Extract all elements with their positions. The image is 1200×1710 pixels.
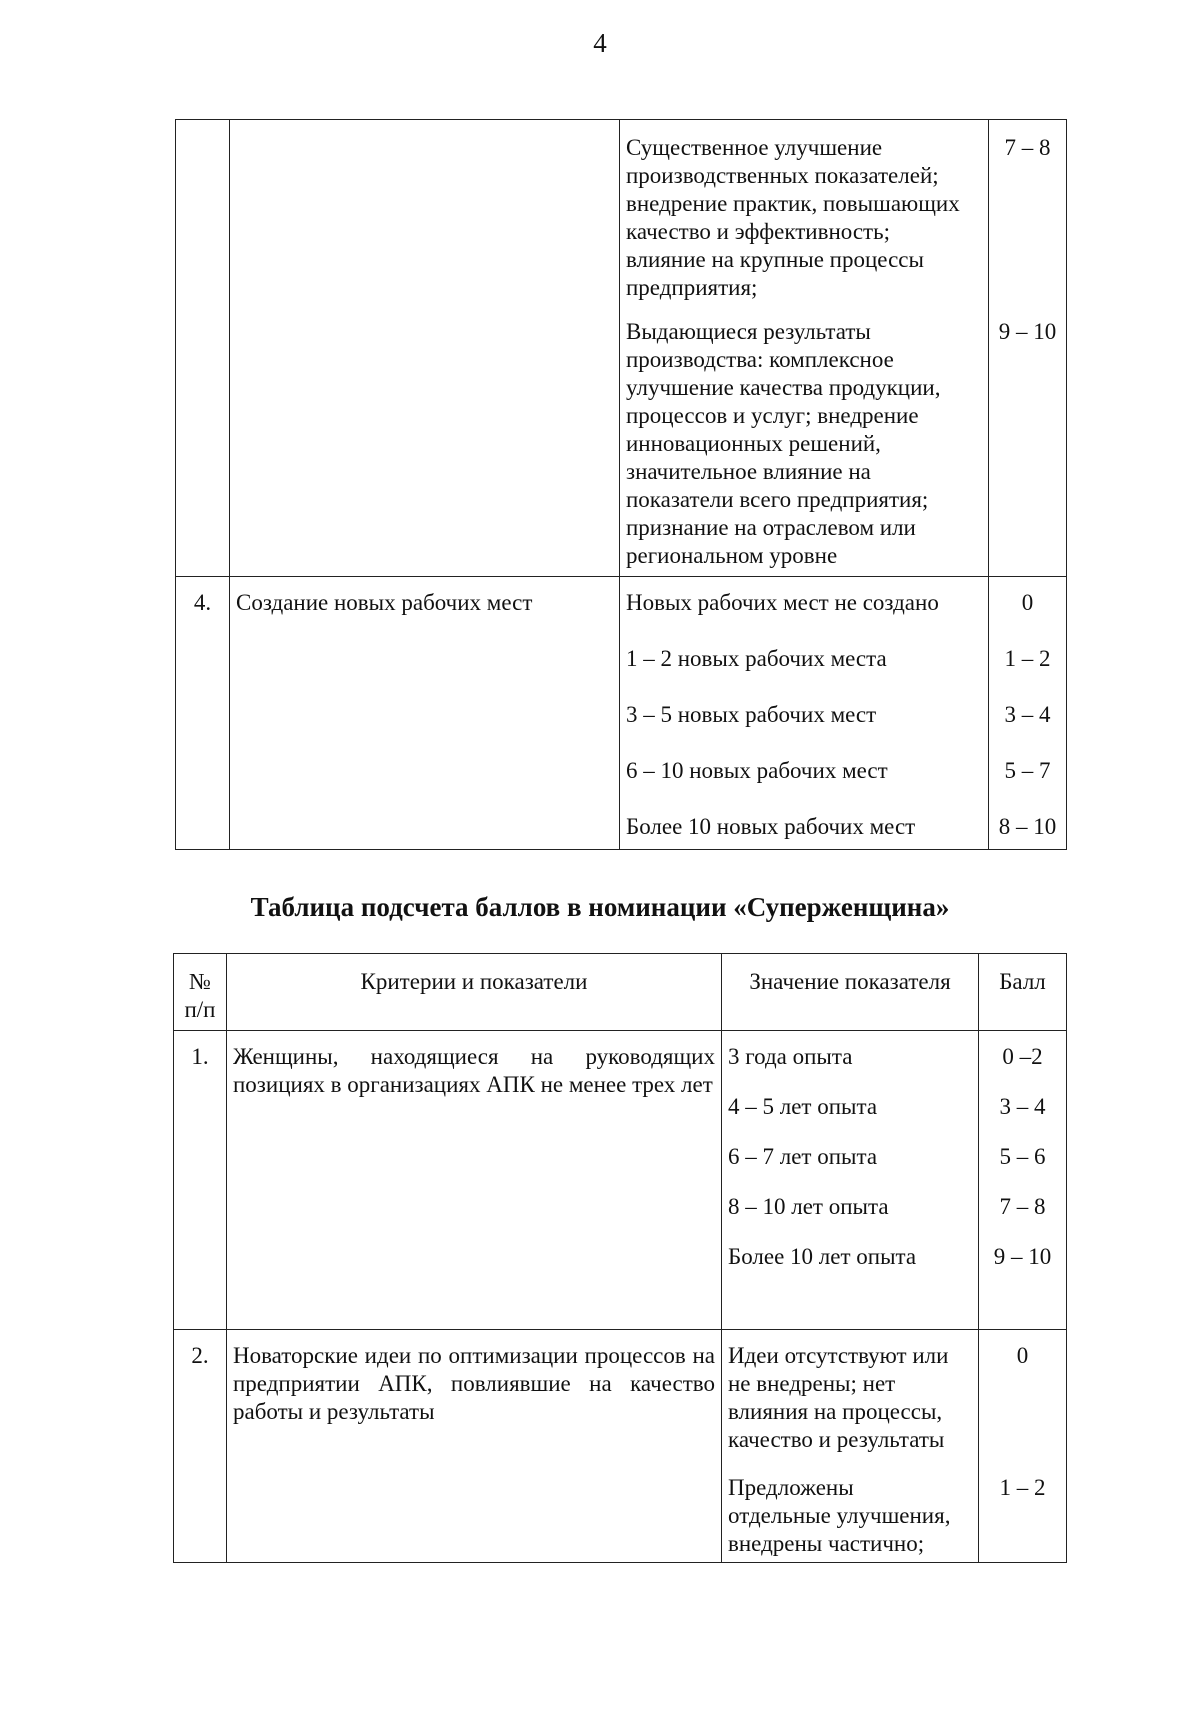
value-line: внедрение практик, повышающих <box>626 191 960 216</box>
score-value: 3 – 4 <box>999 1094 1046 1119</box>
value-line: не внедрены; нет <box>728 1371 896 1396</box>
score-value: 0 <box>1021 590 1034 615</box>
value-option: 3 – 5 новых рабочих мест <box>626 702 877 727</box>
score-value: 7 – 8 <box>1004 135 1051 160</box>
score-value: 1 – 2 <box>999 1475 1046 1500</box>
score-value: 7 – 8 <box>999 1194 1046 1219</box>
value-line: Существенное улучшение <box>626 135 883 160</box>
value-cell <box>620 120 989 577</box>
value-cell <box>722 1330 979 1563</box>
table-row <box>174 1031 1067 1330</box>
row-number: 4. <box>176 577 230 850</box>
score-value: 3 – 4 <box>1004 702 1051 727</box>
value-option: 3 года опыта <box>728 1044 853 1069</box>
value-option: 8 – 10 лет опыта <box>728 1194 889 1219</box>
value-line: значительное влияние на <box>626 459 871 484</box>
table-row <box>176 120 1067 577</box>
score-cell <box>979 1031 1067 1330</box>
score-value: 9 – 10 <box>998 319 1057 344</box>
score-value: 0 <box>1016 1343 1029 1368</box>
value-line: Предложены <box>728 1475 854 1500</box>
value-line: качество и эффективность; <box>626 219 890 244</box>
value-block-7-8 <box>626 134 982 318</box>
scoring-table-continued <box>175 119 1067 850</box>
value-option: 6 – 10 новых рабочих мест <box>626 758 888 783</box>
value-option: 4 – 5 лет опыта <box>728 1094 878 1119</box>
score-value: 5 – 6 <box>999 1144 1046 1169</box>
value-line: отдельные улучшения, <box>728 1503 951 1528</box>
value-line: признание на отраслевом или <box>626 515 916 540</box>
header-num-line: № <box>189 969 211 994</box>
criterion-text: Создание новых рабочих мест <box>230 577 620 850</box>
row-number: 1. <box>174 1031 227 1330</box>
value-block-9-10 <box>626 318 982 576</box>
score-value: 5 – 7 <box>1004 758 1051 783</box>
value-line: инновационных решений, <box>626 431 881 456</box>
header-value: Значение показателя <box>722 954 979 1031</box>
page-number: 4 <box>593 28 607 58</box>
table-row <box>176 577 1067 850</box>
value-cell <box>620 577 989 850</box>
value-line: Идеи отсутствуют или <box>728 1343 949 1368</box>
score-value: 8 – 10 <box>998 814 1057 839</box>
value-line: производственных показателей; <box>626 163 939 188</box>
header-num <box>174 954 227 1031</box>
score-value: 1 – 2 <box>1004 646 1051 671</box>
header-criteria: Критерии и показатели <box>227 954 722 1031</box>
row-number: 2. <box>174 1330 227 1563</box>
value-line: Выдающиеся результаты <box>626 319 871 344</box>
value-line: региональном уровне <box>626 543 838 568</box>
value-option: Более 10 новых рабочих мест <box>626 814 916 839</box>
header-row <box>174 954 1067 1031</box>
header-score: Балл <box>979 954 1067 1031</box>
num-cell <box>176 120 230 577</box>
criterion-text: Новаторские идеи по оптимизации процессов на предприятии АПК, повлиявшие на качество работы и результаты <box>227 1330 722 1563</box>
value-line: влияния на процессы, <box>728 1399 943 1424</box>
value-line: влияние на крупные процессы <box>626 247 924 272</box>
value-line: показатели всего предприятия; <box>626 487 929 512</box>
value-block-1-2 <box>728 1474 972 1558</box>
criterion-text: Женщины, находящиеся на руководящих позициях в организациях АПК не менее трех лет <box>227 1031 722 1330</box>
value-line: внедрены частично; <box>728 1531 925 1556</box>
score-cell <box>989 577 1067 850</box>
score-cell <box>989 120 1067 577</box>
score-cell <box>979 1330 1067 1563</box>
value-option: Более 10 лет опыта <box>728 1244 917 1269</box>
value-line: производства: комплексное <box>626 347 894 372</box>
header-num-line: п/п <box>184 997 216 1022</box>
value-option: Новых рабочих мест не создано <box>626 590 939 615</box>
value-option: 1 – 2 новых рабочих места <box>626 646 887 671</box>
score-value: 9 – 10 <box>993 1244 1052 1269</box>
value-option: 6 – 7 лет опыта <box>728 1144 878 1169</box>
score-value: 0 –2 <box>1002 1044 1043 1069</box>
value-line: предприятия; <box>626 275 758 300</box>
superwoman-scoring-table <box>173 953 1067 1563</box>
value-line: качество и результаты <box>728 1427 945 1452</box>
table-row <box>174 1330 1067 1563</box>
value-line: процессов и услуг; внедрение <box>626 403 919 428</box>
value-cell <box>722 1031 979 1330</box>
value-line: улучшение качества продукции, <box>626 375 941 400</box>
criterion-cell <box>230 120 620 577</box>
table-caption: Таблица подсчета баллов в номинации «Суперженщина» <box>250 892 950 922</box>
value-block-0 <box>728 1342 972 1474</box>
